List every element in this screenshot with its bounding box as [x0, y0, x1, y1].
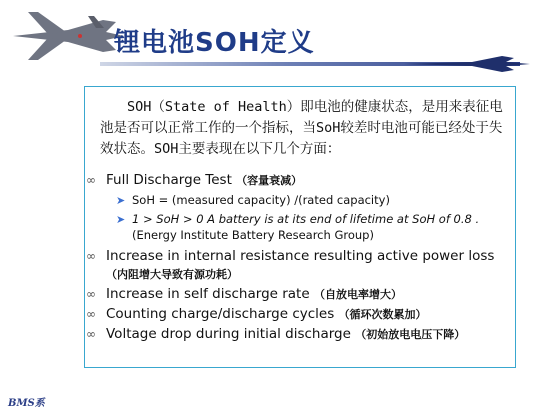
bullet-icon: ∞ — [86, 249, 96, 263]
sub-item-soh-formula: ➤ SoH = (measured capacity) /(rated capacity) — [116, 193, 390, 207]
arrow-icon: ➤ — [116, 194, 126, 207]
small-jet-icon — [402, 52, 532, 76]
list-item-voltage-drop: ∞ Voltage drop during initial discharge （初始放电电压下降） — [86, 326, 466, 342]
logo: BMS系 — [8, 398, 45, 409]
list-item-internal-resistance: ∞ Increase in internal resistance resulting active power loss — [86, 248, 495, 264]
bullet-icon: ∞ — [86, 173, 96, 187]
sub-item-lifetime: ➤ 1 > SoH > 0 A battery is at its end of lifetime at SoH of 0.8 . — [116, 212, 480, 226]
fighter-jet-icon — [8, 6, 128, 66]
list-item-self-discharge: ∞ Increase in self discharge rate （自放电率增大） — [86, 286, 402, 302]
bullet-icon: ∞ — [86, 327, 96, 341]
arrow-icon: ➤ — [116, 213, 126, 226]
intro-paragraph: SOH（State of Health）即电池的健康状态，是用来表征电池是否可以正常工作的一个指标，当SoH较差时电池可能已经处于失效状态。SOH主要表现在以下几个方面： — [100, 99, 503, 157]
bullet-icon: ∞ — [86, 287, 96, 301]
slide-title: 锂电池SOH定义 — [114, 28, 315, 58]
sub-item-source: (Energy Institute Battery Research Group) — [132, 228, 374, 242]
bullet-icon: ∞ — [86, 307, 96, 321]
list-item-full-discharge: ∞ Full Discharge Test （容量衰减） — [86, 172, 303, 188]
list-item-cycles: ∞ Counting charge/discharge cycles （循环次数累加） — [86, 306, 427, 322]
list-item-internal-resistance-cn: （内阻增大导致有源功耗） — [106, 268, 238, 281]
